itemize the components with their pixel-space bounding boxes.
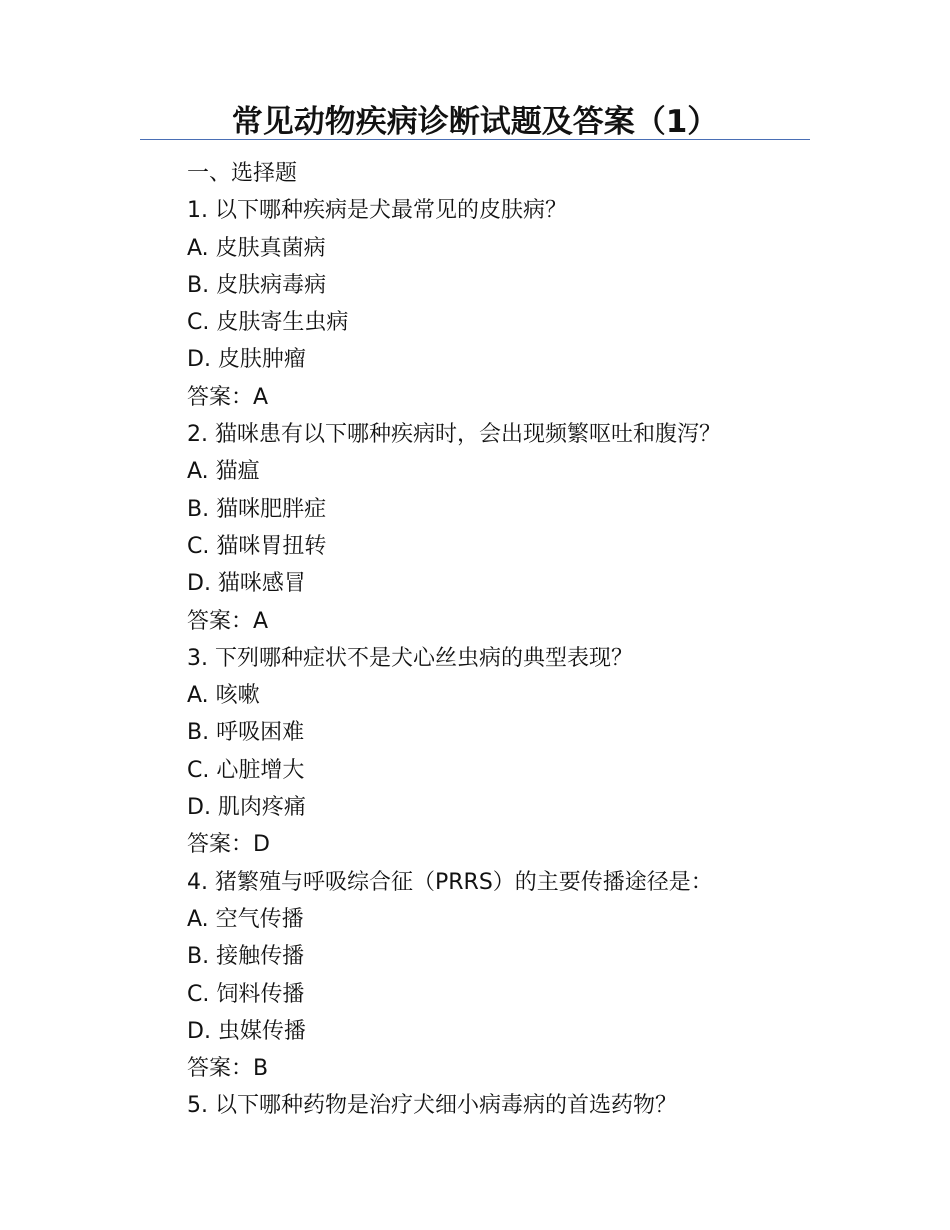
- option-a: A. 咳嗽: [187, 683, 260, 709]
- question-text: 5. 以下哪种药物是治疗犬细小病毒病的首选药物？: [187, 1093, 677, 1119]
- question-block: [187, 416, 827, 640]
- question-block: [187, 1087, 827, 1124]
- answer-text: 答案：D: [187, 832, 270, 858]
- answer-text: 答案：B: [187, 1056, 269, 1082]
- option-d: D. 皮肤肿瘤: [187, 347, 306, 373]
- question-text: 3. 下列哪种症状不是犬心丝虫病的典型表现？: [187, 645, 633, 671]
- answer-text: 答案：A: [187, 608, 269, 634]
- option-d: D. 肌肉疼痛: [187, 795, 306, 821]
- option-d: D. 虫媒传播: [187, 1018, 306, 1044]
- option-a: A. 皮肤真菌病: [187, 235, 326, 261]
- answer-text: 答案：A: [187, 384, 269, 410]
- option-c: C. 心脏增大: [187, 757, 305, 783]
- option-c: C. 皮肤寄生虫病: [187, 310, 349, 336]
- question-block: [187, 864, 827, 1088]
- title-underline: [140, 139, 810, 140]
- option-d: D. 猫咪感冒: [187, 571, 306, 597]
- document-body: [187, 155, 827, 1125]
- question-text: 1. 以下哪种疾病是犬最常见的皮肤病？: [187, 198, 567, 224]
- option-c: C. 饲料传播: [187, 981, 305, 1007]
- section-heading: 一、选择题: [187, 161, 298, 186]
- document-title: 常见动物疾病诊断试题及答案（1）: [231, 104, 719, 140]
- option-b: B. 呼吸困难: [187, 720, 305, 746]
- option-b: B. 皮肤病毒病: [187, 272, 327, 298]
- option-b: B. 接触传播: [187, 944, 305, 970]
- option-b: B. 猫咪肥胖症: [187, 496, 327, 522]
- question-block: [187, 640, 827, 864]
- question-text: 2. 猫咪患有以下哪种疾病时，会出现频繁呕吐和腹泻？: [187, 422, 721, 448]
- option-a: A. 猫瘟: [187, 459, 260, 485]
- question-text: 4. 猪繁殖与呼吸综合征（PRRS）的主要传播途径是：: [187, 869, 713, 895]
- question-block: [187, 192, 827, 416]
- option-c: C. 猫咪胃扭转: [187, 533, 327, 559]
- option-a: A. 空气传播: [187, 906, 304, 932]
